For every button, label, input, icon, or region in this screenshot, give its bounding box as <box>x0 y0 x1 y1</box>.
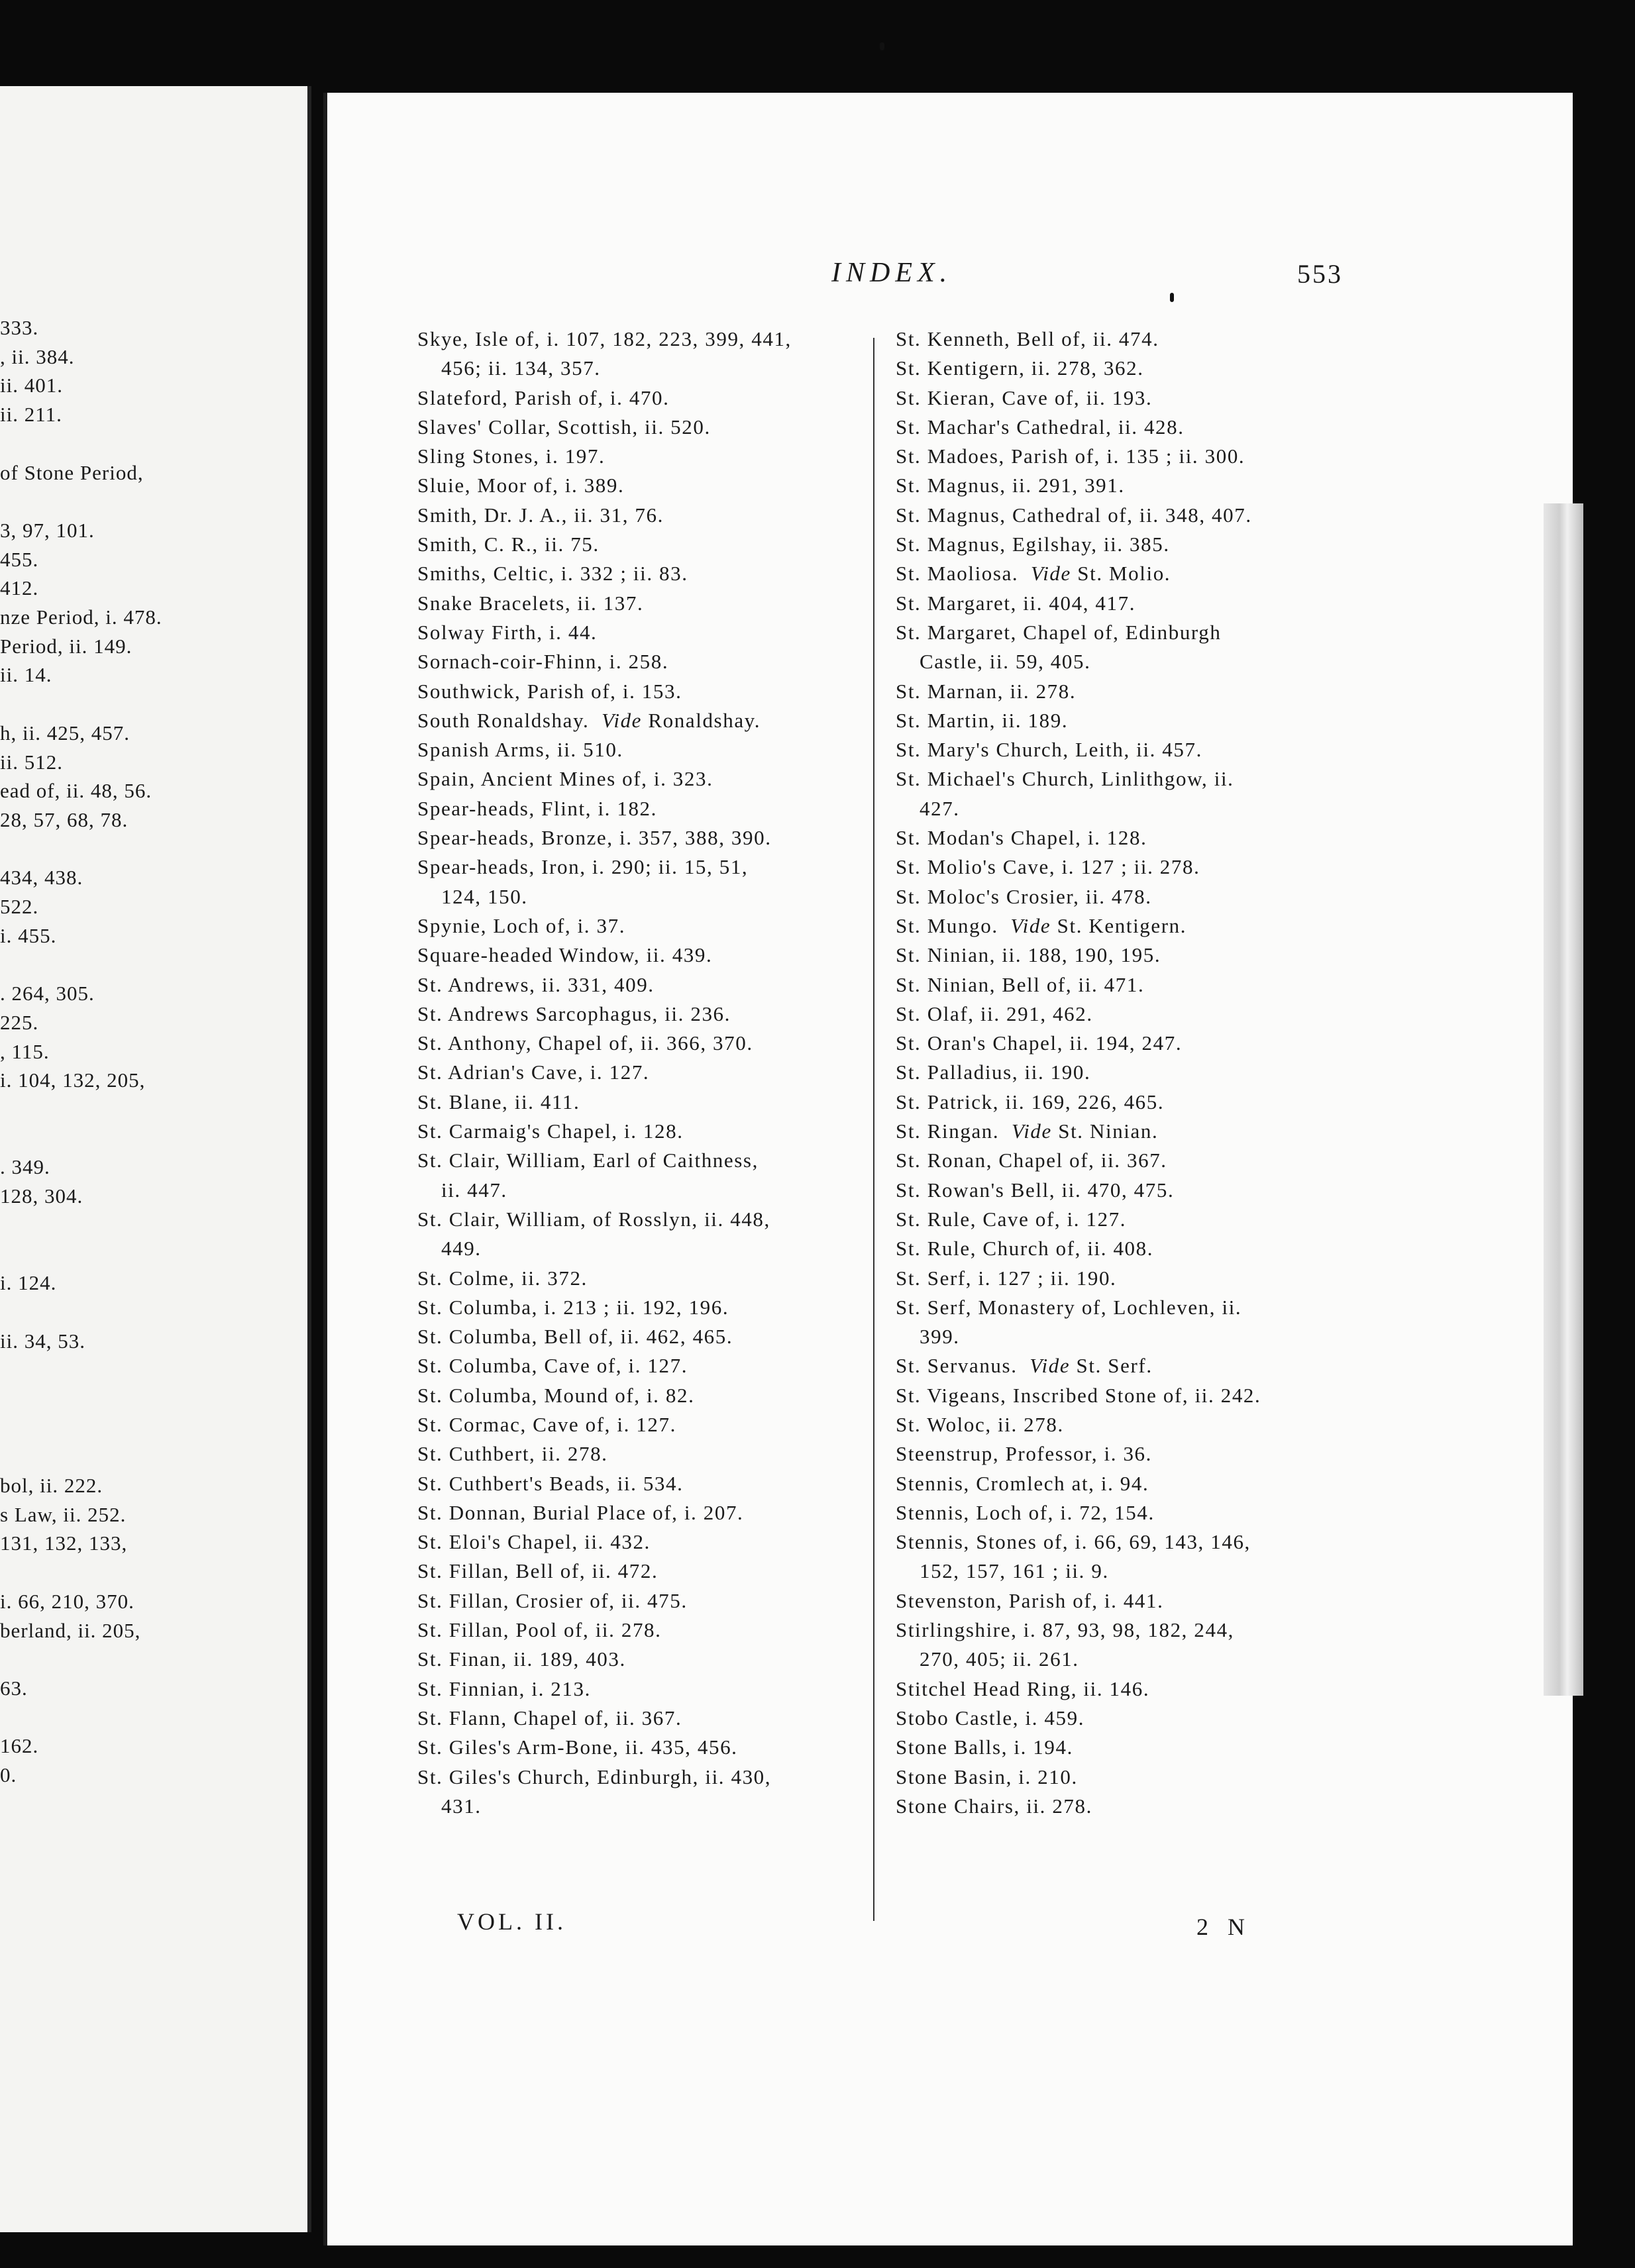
entry-heading: Spear-heads, Bronze, i. 357, 388, 390. <box>417 826 772 850</box>
entry-heading: Skye, Isle of, i. 107, 182, 223, 399, 441, <box>417 327 792 350</box>
index-entry <box>896 1763 1346 1792</box>
index-entry <box>896 325 1346 354</box>
index-entry <box>896 559 1346 588</box>
cross-reference-target: St. Molio. <box>1077 562 1171 586</box>
page-gap <box>311 93 325 2252</box>
index-entry <box>896 1146 1346 1175</box>
entry-heading: Steenstrup, Professor, i. 36. <box>896 1442 1152 1466</box>
entry-heading: St. Rowan's Bell, ii. 470, 475. <box>896 1178 1175 1202</box>
cross-reference-target: Ronaldshay. <box>648 708 761 732</box>
entry-heading: St. Machar's Cathedral, ii. 428. <box>896 415 1185 438</box>
fragment-line: berland, ii. 205, <box>0 1618 141 1642</box>
entry-heading: Slateford, Parish of, i. 470. <box>417 386 670 409</box>
entry-heading: St. Olaf, ii. 291, 462. <box>896 1002 1093 1025</box>
fragment-line: bol, ii. 222. <box>0 1474 103 1497</box>
entry-heading: St. Columba, Mound of, i. 82. <box>417 1383 695 1407</box>
cross-reference-target: St. Ninian. <box>1058 1119 1159 1143</box>
index-entry <box>417 1029 868 1058</box>
entry-heading: Stone Balls, i. 194. <box>896 1735 1073 1759</box>
index-entry <box>896 1527 1346 1586</box>
fragment-line: . 349. <box>0 1155 50 1179</box>
index-entry <box>417 1351 868 1380</box>
index-entry <box>896 1469 1346 1498</box>
fragment-line: 28, 57, 68, 78. <box>0 807 129 831</box>
index-entry <box>417 1586 868 1616</box>
vide-reference: Vide <box>1010 913 1051 937</box>
page-number: 553 <box>1297 259 1343 289</box>
index-entry <box>896 1058 1346 1087</box>
index-entry <box>896 941 1346 970</box>
fragment-line: 3, 97, 101. <box>0 518 95 542</box>
index-entry <box>417 589 868 618</box>
entry-heading: St. Serf, i. 127 ; ii. 190. <box>896 1266 1117 1290</box>
entry-heading: St. Servanus. <box>896 1354 1018 1378</box>
entry-heading: St. Martin, ii. 189. <box>896 708 1069 732</box>
entry-continuation: 449. <box>441 1237 482 1261</box>
entry-heading: St. Moloc's Crosier, ii. 478. <box>896 884 1152 908</box>
fragment-line: 162. <box>0 1734 39 1758</box>
fragment-line: ii. 512. <box>0 750 63 774</box>
entry-heading: St. Ninian, ii. 188, 190, 195. <box>896 943 1161 967</box>
running-title: INDEX. <box>831 258 953 288</box>
entry-heading: Sornach-coir-Fhinn, i. 258. <box>417 650 669 674</box>
fragment-line: of Stone Period, <box>0 460 144 484</box>
index-entry <box>417 1410 868 1439</box>
entry-heading: St. Columba, Bell of, ii. 462, 465. <box>417 1325 733 1349</box>
index-entry <box>417 1557 868 1586</box>
index-entry <box>896 618 1346 677</box>
entry-heading: Spynie, Loch of, i. 37. <box>417 913 626 937</box>
index-entry <box>896 1117 1346 1146</box>
entry-heading: Stitchel Head Ring, ii. 146. <box>896 1676 1150 1700</box>
entry-heading: Stobo Castle, i. 459. <box>896 1706 1085 1729</box>
entry-heading: St. Clair, William, Earl of Caithness, <box>417 1149 759 1172</box>
index-entry <box>896 1586 1346 1616</box>
index-entry <box>896 911 1346 941</box>
entry-heading: St. Finnian, i. 213. <box>417 1676 591 1700</box>
fragment-line: i. 66, 210, 370. <box>0 1589 134 1613</box>
entry-heading: St. Margaret, ii. 404, 417. <box>896 591 1136 615</box>
entry-heading: Stevenston, Parish of, i. 441. <box>896 1588 1164 1612</box>
fragment-line: 434, 438. <box>0 866 83 890</box>
index-entry <box>896 1381 1346 1410</box>
index-entry <box>417 852 868 911</box>
fragment-line: 0. <box>0 1763 17 1786</box>
entry-heading: St. Columba, i. 213 ; ii. 192, 196. <box>417 1295 729 1319</box>
fragment-line: i. 124. <box>0 1271 57 1295</box>
index-entry <box>896 442 1346 471</box>
index-entry <box>896 1234 1346 1263</box>
index-entry <box>896 1439 1346 1469</box>
index-entry <box>417 1763 868 1822</box>
index-entry <box>896 970 1346 1000</box>
index-entry <box>896 354 1346 383</box>
entry-continuation: ii. 447. <box>441 1178 507 1202</box>
index-entry <box>417 1000 868 1029</box>
entry-heading: Spanish Arms, ii. 510. <box>417 738 623 762</box>
entry-heading: St. Anthony, Chapel of, ii. 366, 370. <box>417 1031 753 1055</box>
entry-heading: Stone Chairs, ii. 278. <box>896 1794 1092 1818</box>
entry-heading: St. Madoes, Parish of, i. 135 ; ii. 300. <box>896 444 1245 468</box>
fragment-line: 522. <box>0 895 39 918</box>
index-entry <box>417 706 868 735</box>
index-entry <box>417 735 868 764</box>
index-entry <box>417 823 868 852</box>
index-entry <box>896 413 1346 442</box>
fragment-line: 63. <box>0 1676 28 1700</box>
fragment-line: , 115. <box>0 1039 50 1063</box>
entry-continuation: 152, 157, 161 ; ii. 9. <box>920 1559 1109 1583</box>
entry-heading: St. Carmaig's Chapel, i. 128. <box>417 1119 684 1143</box>
fragment-line: i. 104, 132, 205, <box>0 1068 146 1092</box>
scan-speck <box>1170 293 1174 302</box>
index-entry <box>896 882 1346 911</box>
index-entry <box>417 384 868 413</box>
entry-heading: Smith, Dr. J. A., ii. 31, 76. <box>417 503 664 527</box>
entry-heading: St. Cuthbert, ii. 278. <box>417 1442 608 1466</box>
index-entry <box>896 1176 1346 1205</box>
index-entry <box>896 1264 1346 1293</box>
cross-reference-target: St. Serf. <box>1076 1354 1153 1378</box>
index-entry <box>417 1117 868 1146</box>
cross-reference-target: St. Kentigern. <box>1057 913 1187 937</box>
index-entry <box>896 501 1346 530</box>
entry-heading: St. Magnus, Egilshay, ii. 385. <box>896 533 1170 556</box>
entry-heading: St. Serf, Monastery of, Lochleven, ii. <box>896 1295 1242 1319</box>
fragment-line: h, ii. 425, 457. <box>0 721 130 745</box>
entry-heading: St. Oran's Chapel, ii. 194, 247. <box>896 1031 1183 1055</box>
entry-heading: St. Rule, Cave of, i. 127. <box>896 1207 1127 1231</box>
entry-heading: St. Molio's Cave, i. 127 ; ii. 278. <box>896 855 1200 879</box>
entry-heading: St. Ronan, Chapel of, ii. 367. <box>896 1149 1167 1172</box>
entry-heading: St. Mary's Church, Leith, ii. 457. <box>896 738 1202 762</box>
vide-reference: Vide <box>602 708 643 732</box>
index-entry <box>417 1088 868 1117</box>
fragment-line: ii. 14. <box>0 663 52 687</box>
entry-heading: St. Fillan, Pool of, ii. 278. <box>417 1618 662 1642</box>
entry-heading: St. Adrian's Cave, i. 127. <box>417 1060 650 1084</box>
index-column-left <box>417 325 868 1821</box>
index-entry <box>417 1058 868 1087</box>
index-entry <box>417 442 868 471</box>
index-entry <box>417 1616 868 1645</box>
fragment-line: 128, 304. <box>0 1184 83 1208</box>
index-entry <box>896 1616 1346 1675</box>
entry-heading: St. Michael's Church, Linlithgow, ii. <box>896 767 1234 791</box>
entry-heading: Smiths, Celtic, i. 332 ; ii. 83. <box>417 562 688 586</box>
entry-heading: Stennis, Cromlech at, i. 94. <box>896 1471 1149 1495</box>
vide-reference: Vide <box>1011 1119 1052 1143</box>
index-entry <box>896 1792 1346 1821</box>
fragment-line: i. 455. <box>0 923 57 947</box>
index-entry <box>896 589 1346 618</box>
page-edge-shadow <box>1544 503 1583 1696</box>
fragment-line: ead of, ii. 48, 56. <box>0 779 152 803</box>
entry-heading: Spain, Ancient Mines of, i. 323. <box>417 767 713 791</box>
entry-heading: St. Patrick, ii. 169, 226, 465. <box>896 1090 1165 1113</box>
index-entry <box>417 911 868 941</box>
entry-heading: St. Modan's Chapel, i. 128. <box>896 826 1147 850</box>
index-entry <box>417 1498 868 1527</box>
index-entry <box>417 1439 868 1469</box>
entry-heading: Square-headed Window, ii. 439. <box>417 943 713 967</box>
index-entry <box>896 1498 1346 1527</box>
index-entry <box>417 1146 868 1205</box>
index-entry <box>417 794 868 823</box>
entry-heading: St. Fillan, Crosier of, ii. 475. <box>417 1588 688 1612</box>
index-entry <box>896 471 1346 500</box>
entry-heading: Slaves' Collar, Scottish, ii. 520. <box>417 415 711 438</box>
index-entry <box>417 1733 868 1762</box>
fragment-line: Period, ii. 149. <box>0 634 132 658</box>
index-entry <box>417 941 868 970</box>
index-entry <box>417 1645 868 1674</box>
entry-continuation: 399. <box>920 1325 960 1349</box>
index-entry <box>417 325 868 384</box>
index-entry <box>417 1293 868 1322</box>
index-entry <box>896 1410 1346 1439</box>
entry-heading: St. Columba, Cave of, i. 127. <box>417 1354 688 1378</box>
entry-heading: St. Giles's Arm-Bone, ii. 435, 456. <box>417 1735 738 1759</box>
fragment-line: , ii. 384. <box>0 344 75 368</box>
entry-heading: St. Woloc, ii. 278. <box>896 1412 1064 1436</box>
fragment-line: 333. <box>0 316 39 339</box>
entry-heading: St. Magnus, ii. 291, 391. <box>896 474 1125 497</box>
vide-reference: Vide <box>1030 562 1071 586</box>
index-entry <box>417 764 868 794</box>
index-entry <box>417 1322 868 1351</box>
fragment-line: ii. 401. <box>0 374 63 397</box>
entry-heading: South Ronaldshay. <box>417 708 590 732</box>
entry-heading: St. Clair, William, of Rosslyn, ii. 448, <box>417 1207 770 1231</box>
index-entry <box>896 764 1346 823</box>
scan-speck <box>880 42 884 50</box>
index-entry <box>417 471 868 500</box>
index-entry <box>896 1704 1346 1733</box>
index-entry <box>417 1469 868 1498</box>
entry-continuation: Castle, ii. 59, 405. <box>920 650 1091 674</box>
index-entry <box>417 1675 868 1704</box>
entry-heading: Stirlingshire, i. 87, 93, 98, 182, 244, <box>896 1618 1235 1642</box>
index-entry <box>896 677 1346 706</box>
entry-heading: Stennis, Loch of, i. 72, 154. <box>896 1500 1155 1524</box>
entry-heading: St. Finan, ii. 189, 403. <box>417 1647 626 1671</box>
fragment-line: ii. 211. <box>0 403 62 427</box>
entry-heading: St. Kentigern, ii. 278, 362. <box>896 356 1144 380</box>
entry-continuation: 456; ii. 134, 357. <box>441 356 601 380</box>
index-entry <box>896 1733 1346 1762</box>
index-entry <box>417 1527 868 1557</box>
entry-heading: Spear-heads, Iron, i. 290; ii. 15, 51, <box>417 855 749 879</box>
index-entry <box>896 1000 1346 1029</box>
fragment-line: . 264, 305. <box>0 982 95 1005</box>
entry-heading: St. Marnan, ii. 278. <box>896 679 1077 703</box>
entry-heading: St. Mungo. <box>896 913 998 937</box>
index-entry <box>417 1381 868 1410</box>
entry-continuation: 427. <box>920 796 960 820</box>
entry-heading: Sluie, Moor of, i. 389. <box>417 474 625 497</box>
entry-heading: St. Giles's Church, Edinburgh, ii. 430, <box>417 1765 772 1788</box>
index-entry <box>417 618 868 647</box>
index-entry <box>896 384 1346 413</box>
entry-heading: St. Kenneth, Bell of, ii. 474. <box>896 327 1159 350</box>
column-rule <box>873 338 874 1921</box>
entry-heading: Sling Stones, i. 197. <box>417 444 606 468</box>
index-entry <box>417 413 868 442</box>
index-column-right <box>896 325 1346 1821</box>
entry-heading: Smith, C. R., ii. 75. <box>417 533 600 556</box>
entry-heading: Southwick, Parish of, i. 153. <box>417 679 682 703</box>
entry-heading: St. Eloi's Chapel, ii. 432. <box>417 1530 651 1554</box>
entry-heading: St. Magnus, Cathedral of, ii. 348, 407. <box>896 503 1252 527</box>
entry-heading: Solway Firth, i. 44. <box>417 620 598 644</box>
index-entry <box>896 1029 1346 1058</box>
entry-heading: St. Andrews, ii. 331, 409. <box>417 972 655 996</box>
entry-heading: St. Kieran, Cave of, ii. 193. <box>896 386 1153 409</box>
index-entry <box>896 1088 1346 1117</box>
entry-heading: St. Andrews Sarcophagus, ii. 236. <box>417 1002 731 1025</box>
fragment-line: 455. <box>0 547 39 571</box>
signature-mark: 2 N <box>1196 1914 1251 1940</box>
index-entry <box>417 559 868 588</box>
entry-heading: St. Cuthbert's Beads, ii. 534. <box>417 1471 684 1495</box>
index-entry <box>417 970 868 1000</box>
index-entry <box>417 501 868 530</box>
fragment-line: ii. 34, 53. <box>0 1329 85 1353</box>
index-entry <box>417 647 868 676</box>
fragment-line: 225. <box>0 1010 39 1034</box>
index-entry <box>896 823 1346 852</box>
index-entry <box>896 1293 1346 1352</box>
entry-continuation: 270, 405; ii. 261. <box>920 1647 1079 1671</box>
previous-page-fragment <box>0 86 311 2232</box>
entry-heading: Stennis, Stones of, i. 66, 69, 143, 146, <box>896 1530 1251 1554</box>
index-entry <box>896 1351 1346 1380</box>
entry-heading: Snake Bracelets, ii. 137. <box>417 591 644 615</box>
entry-heading: St. Donnan, Burial Place of, i. 207. <box>417 1500 744 1524</box>
index-entry <box>417 677 868 706</box>
vide-reference: Vide <box>1029 1354 1071 1378</box>
fragment-line: 131, 132, 133, <box>0 1531 128 1555</box>
entry-heading: St. Maoliosa. <box>896 562 1019 586</box>
entry-heading: St. Palladius, ii. 190. <box>896 1060 1091 1084</box>
index-entry <box>417 1704 868 1733</box>
fragment-line: 412. <box>0 576 39 600</box>
index-entry <box>896 706 1346 735</box>
entry-heading: Stone Basin, i. 210. <box>896 1765 1078 1788</box>
volume-label: VOL. II. <box>457 1908 566 1935</box>
index-entry <box>417 530 868 559</box>
entry-continuation: 431. <box>441 1794 482 1818</box>
index-entry <box>896 1205 1346 1234</box>
entry-heading: St. Blane, ii. 411. <box>417 1090 580 1113</box>
entry-heading: St. Margaret, Chapel of, Edinburgh <box>896 620 1222 644</box>
index-entry <box>417 1205 868 1264</box>
entry-heading: St. Colme, ii. 372. <box>417 1266 588 1290</box>
entry-heading: St. Rule, Church of, ii. 408. <box>896 1237 1154 1261</box>
entry-heading: St. Ringan. <box>896 1119 1000 1143</box>
entry-heading: St. Vigeans, Inscribed Stone of, ii. 242. <box>896 1383 1261 1407</box>
index-entry <box>896 530 1346 559</box>
index-entry <box>896 735 1346 764</box>
entry-heading: St. Ninian, Bell of, ii. 471. <box>896 972 1145 996</box>
fragment-line: nze Period, i. 478. <box>0 605 162 629</box>
entry-heading: St. Cormac, Cave of, i. 127. <box>417 1412 676 1436</box>
index-entry <box>417 1264 868 1293</box>
entry-heading: Spear-heads, Flint, i. 182. <box>417 796 658 820</box>
entry-heading: St. Fillan, Bell of, ii. 472. <box>417 1559 659 1583</box>
entry-continuation: 124, 150. <box>441 884 528 908</box>
fragment-line: s Law, ii. 252. <box>0 1502 127 1526</box>
index-entry <box>896 1675 1346 1704</box>
index-entry <box>896 852 1346 882</box>
entry-heading: St. Flann, Chapel of, ii. 367. <box>417 1706 682 1729</box>
